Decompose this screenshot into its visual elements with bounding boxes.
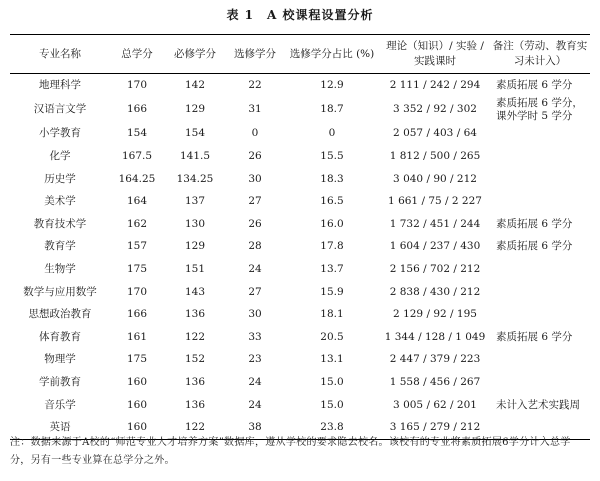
- cell-name: 英语: [49, 421, 71, 434]
- cell-hours: 1 344 / 128 / 1 049: [384, 330, 486, 343]
- header-cell: 理论（知识）/ 实验 / 实践课时: [386, 40, 484, 67]
- cell-ratio: 17.8: [320, 240, 344, 253]
- cell-total: 161: [126, 330, 148, 343]
- cell-hours: 3 165 / 279 / 212: [389, 421, 481, 434]
- cell-name: 教育技术学: [33, 217, 87, 230]
- cell-note: 素质拓展 6 学分: [496, 78, 573, 91]
- cell-hours: 1 604 / 237 / 430: [389, 240, 481, 253]
- cell-required: 136: [184, 375, 206, 388]
- cell-required: 151: [184, 262, 206, 275]
- cell-ratio: 13.7: [320, 262, 344, 275]
- cell-total: 164.25: [118, 172, 156, 185]
- cell-hours: 3 352 / 92 / 302: [393, 103, 477, 116]
- table-row: [10, 74, 590, 97]
- cell-required: 122: [184, 421, 206, 434]
- cell-required: 152: [184, 353, 206, 366]
- cell-elective: 28: [248, 240, 262, 253]
- cell-required: 154: [184, 127, 206, 140]
- cell-elective: 27: [248, 195, 262, 208]
- cell-name: 学前教育: [39, 375, 81, 388]
- table-row: [10, 190, 590, 213]
- cell-elective: 24: [248, 398, 262, 411]
- cell-total: 160: [126, 375, 148, 388]
- cell-note: [490, 190, 590, 213]
- cell-elective: 24: [248, 375, 262, 388]
- header-row: [10, 35, 590, 74]
- cell-hours: 1 812 / 500 / 265: [389, 149, 481, 162]
- cell-note: 素质拓展 6 学分: [496, 330, 573, 343]
- cell-name: 汉语言文学: [33, 103, 87, 116]
- cell-required: 141.5: [179, 149, 211, 162]
- course-table: [10, 34, 590, 440]
- table-row: [10, 168, 590, 191]
- cell-required: 129: [184, 240, 206, 253]
- cell-note: 未计入艺术实践周: [496, 398, 580, 411]
- cell-name: 教育学: [44, 240, 76, 253]
- cell-total: 166: [126, 308, 148, 321]
- cell-note: [490, 145, 590, 168]
- cell-hours: 2 156 / 702 / 212: [389, 262, 481, 275]
- cell-total: 160: [126, 398, 148, 411]
- cell-note: [490, 371, 590, 394]
- cell-elective: 31: [248, 103, 262, 116]
- cell-total: 164: [126, 195, 148, 208]
- table-row: [10, 281, 590, 304]
- table-row: [10, 371, 590, 394]
- cell-required: 134.25: [176, 172, 214, 185]
- table-row: [10, 213, 590, 236]
- cell-name: 小学教育: [39, 127, 81, 140]
- cell-elective: 23: [248, 353, 262, 366]
- cell-name: 历史学: [44, 172, 76, 185]
- cell-ratio: 20.5: [320, 330, 344, 343]
- cell-elective: 33: [248, 330, 262, 343]
- table-row: [10, 123, 590, 146]
- cell-elective: 30: [248, 172, 262, 185]
- cell-hours: 2 057 / 403 / 64: [393, 127, 477, 140]
- cell-note: [490, 303, 590, 326]
- cell-ratio: 0: [328, 127, 336, 140]
- cell-ratio: 18.1: [320, 308, 344, 321]
- cell-note: 素质拓展 6 学分: [496, 240, 573, 253]
- cell-note: [490, 258, 590, 281]
- cell-name: 化学: [49, 149, 71, 162]
- cell-required: 143: [184, 285, 206, 298]
- table-row: [10, 236, 590, 259]
- cell-hours: 3 005 / 62 / 201: [393, 398, 477, 411]
- cell-elective: 22: [248, 78, 262, 91]
- cell-note: 素质拓展 6 学分，课外学时 5 学分: [496, 96, 583, 122]
- cell-hours: 3 040 / 90 / 212: [393, 172, 477, 185]
- cell-elective: 24: [248, 262, 262, 275]
- cell-ratio: 12.9: [320, 78, 344, 91]
- cell-note: [490, 281, 590, 304]
- cell-note: [490, 123, 590, 146]
- cell-ratio: 23.8: [320, 421, 344, 434]
- cell-total: 175: [126, 353, 148, 366]
- cell-total: 175: [126, 262, 148, 275]
- cell-required: 122: [184, 330, 206, 343]
- header-cell: 选修学分: [234, 47, 276, 60]
- cell-ratio: 15.9: [320, 285, 344, 298]
- cell-elective: 26: [248, 217, 262, 230]
- cell-total: 170: [126, 285, 148, 298]
- cell-required: 129: [184, 103, 206, 116]
- cell-elective: 38: [248, 421, 262, 434]
- cell-ratio: 16.0: [320, 217, 344, 230]
- footnote: 注：数据来源于A校的“师范专业人才培养方案”数据库，遵从学校的要求隐去校名。该校有的专业将素质拓展6学分计入总学分，另有一些专业算在总学分之外。: [10, 437, 571, 466]
- cell-name: 地理科学: [39, 78, 81, 91]
- cell-ratio: 16.5: [320, 195, 344, 208]
- cell-total: 162: [126, 217, 148, 230]
- cell-ratio: 18.3: [320, 172, 344, 185]
- cell-total: 166: [126, 103, 148, 116]
- cell-name: 体育教育: [39, 330, 81, 343]
- cell-hours: 2 838 / 430 / 212: [389, 285, 481, 298]
- cell-name: 美术学: [44, 195, 76, 208]
- cell-total: 154: [126, 127, 148, 140]
- header-cell: 专业名称: [39, 47, 81, 60]
- cell-hours: 2 129 / 92 / 195: [393, 308, 477, 321]
- cell-required: 142: [184, 78, 206, 91]
- table-title: 表 1 A 校课程设置分析: [226, 8, 374, 22]
- table-row: [10, 349, 590, 372]
- table-row: [10, 258, 590, 281]
- cell-total: 157: [126, 240, 148, 253]
- cell-required: 136: [184, 398, 206, 411]
- cell-name: 思想政治教育: [28, 308, 92, 321]
- cell-required: 130: [184, 217, 206, 230]
- cell-total: 167.5: [121, 149, 153, 162]
- cell-ratio: 15.0: [320, 375, 344, 388]
- table-row: [10, 394, 590, 417]
- cell-name: 物理学: [44, 353, 76, 366]
- cell-name: 数学与应用数学: [23, 285, 97, 298]
- cell-note: [490, 349, 590, 372]
- header-cell: 选修学分占比 (%): [289, 47, 375, 60]
- cell-hours: 1 558 / 456 / 267: [389, 375, 481, 388]
- table-row: [10, 303, 590, 326]
- cell-hours: 2 111 / 242 / 294: [389, 78, 481, 91]
- cell-required: 137: [184, 195, 206, 208]
- cell-note: 素质拓展 6 学分: [496, 217, 573, 230]
- table-row: [10, 145, 590, 168]
- cell-ratio: 15.0: [320, 398, 344, 411]
- header-cell: 必修学分: [174, 47, 216, 60]
- table-row: [10, 97, 590, 123]
- cell-total: 160: [126, 421, 148, 434]
- cell-required: 136: [184, 308, 206, 321]
- table-row: [10, 326, 590, 349]
- cell-hours: 2 447 / 379 / 223: [389, 353, 481, 366]
- cell-ratio: 18.7: [320, 103, 344, 116]
- cell-name: 生物学: [44, 262, 76, 275]
- cell-ratio: 13.1: [320, 353, 344, 366]
- cell-name: 音乐学: [44, 398, 76, 411]
- cell-hours: 1 732 / 451 / 244: [389, 217, 481, 230]
- cell-total: 170: [126, 78, 148, 91]
- header-cell: 总学分: [121, 47, 153, 60]
- cell-note: [490, 168, 590, 191]
- cell-elective: 27: [248, 285, 262, 298]
- cell-elective: 0: [251, 127, 259, 140]
- cell-ratio: 15.5: [320, 149, 344, 162]
- cell-elective: 30: [248, 308, 262, 321]
- cell-hours: 1 661 / 75 / 2 227: [388, 195, 482, 208]
- header-cell: 备注（劳动、教育实习未计入）: [492, 40, 588, 67]
- cell-elective: 26: [248, 149, 262, 162]
